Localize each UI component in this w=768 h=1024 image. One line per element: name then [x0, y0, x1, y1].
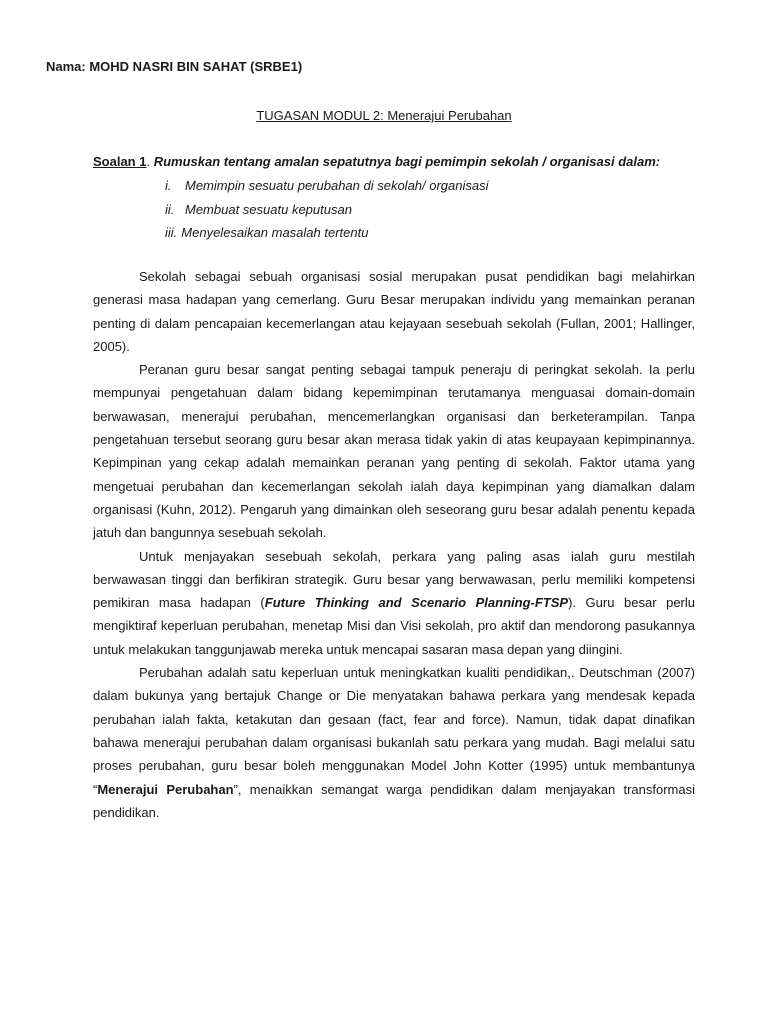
paragraph-1: Sekolah sebagai sebuah organisasi sosial merupakan pusat pendidikan bagi melahirkan generasi masa hadapan yang cemerlang. Guru Besar merupakan individu yang memainkan peranan penting di dalam pencapaian kecemerlangan atau kejayaan sesebuah sekolah (Fullan, 2001; Hallinger, 2005). [93, 269, 695, 354]
ftsp-emphasis: Future Thinking and Scenario Planning-FTSP [264, 595, 569, 611]
question-items-list [165, 177, 489, 248]
paragraph-2: Peranan guru besar sangat penting sebagai tampuk peneraju di peringkat sekolah. Ia perlu mempunyai pengetahuan dalam bidang kepemimpinan terutamanya menguasai domain-domain berwawasan, menerajui perubahan, mencemerlangkan organisasi dan berketerampilan. Tanpa pengetahuan tersebut seorang guru besar akan merasa tidak yakin di atas keupayaan kepimpinannya. Kepimpinan yang cekap adalah memainkan peranan yang penting di sekolah. Faktor utama yang mengetuai perubahan dan kecemerlangan sekolah ialah daya kepimpinan yang diamalkan dalam organisasi (Kuhn, 2012). Pengaruh yang dimainkan oleh seseorang guru besar adalah penentu kepada jatuh dan bangunnya sesebuah sekolah. [93, 362, 695, 541]
author-name-line: Nama: MOHD NASRI BIN SAHAT (SRBE1) [46, 59, 303, 74]
menerajui-perubahan-emphasis: Menerajui Perubahan [97, 781, 234, 797]
document-title: TUGASAN MODUL 2: Menerajui Perubahan [256, 108, 512, 123]
question-separator: . [146, 154, 154, 169]
list-item-text: Memimpin sesuatu perubahan di sekolah/ organisasi [185, 178, 489, 193]
essay-body [93, 265, 695, 824]
question-label: Soalan 1 [93, 154, 147, 169]
list-item-text: Membuat sesuatu keputusan [185, 201, 352, 217]
list-item-number: ii. [165, 201, 175, 217]
paragraph-3-text-end: ). Guru besar perlu mengiktiraf keperluan perubahan, menetap Misi dan Visi sekolah, pro aktif dan mendorong pasukannya untuk melakukan tanggunjawab mereka untuk mencapai sasaran masa depan yang diingini. [93, 595, 696, 657]
question-text: Rumuskan tentang amalan sepatutnya bagi pemimpin sekolah / organisasi dalam: [153, 154, 661, 169]
paragraph-4-text-start: Perubahan adalah satu keperluan untuk meningkatkan kualiti pendidikan,. Deutschman (2007) dalam bukunya yang bertajuk Change or Die menyatakan bahawa perkara yang mendesak kepada perubahan ialah fakta, ketakutan dan gesaan (fact, fear and force). Namun, tidak dapat dinafikan bahawa menerajui perubahan dalam organisasi bukanlah satu perkara yang mudah. Bagi melalui satu proses perubahan, guru besar boleh menggunakan Model John Kotter (1995) untuk membantunya “ [93, 665, 695, 797]
list-item [165, 224, 489, 248]
list-item-number: i. [165, 178, 172, 193]
paragraph-3 [93, 545, 695, 661]
paragraph-3-text-start: Untuk menjayakan sesebuah sekolah, perkara yang paling asas ialah guru mestilah berwawasan tinggi dan berfikiran strategik. Guru besar yang berwawasan, perlu memiliki kompetensi pemikiran masa hadapan ( [93, 548, 695, 611]
list-item [165, 201, 489, 225]
list-item-text: Menyelesaikan masalah tertentu [181, 225, 369, 240]
list-item-number: iii. [165, 225, 178, 240]
paragraph-4-text-end: ”, menaikkan semangat warga pendidikan dalam menjayakan transformasi pendidikan. [93, 781, 696, 820]
question-heading [93, 154, 660, 169]
paragraph-4 [93, 661, 695, 824]
list-item [165, 177, 489, 201]
